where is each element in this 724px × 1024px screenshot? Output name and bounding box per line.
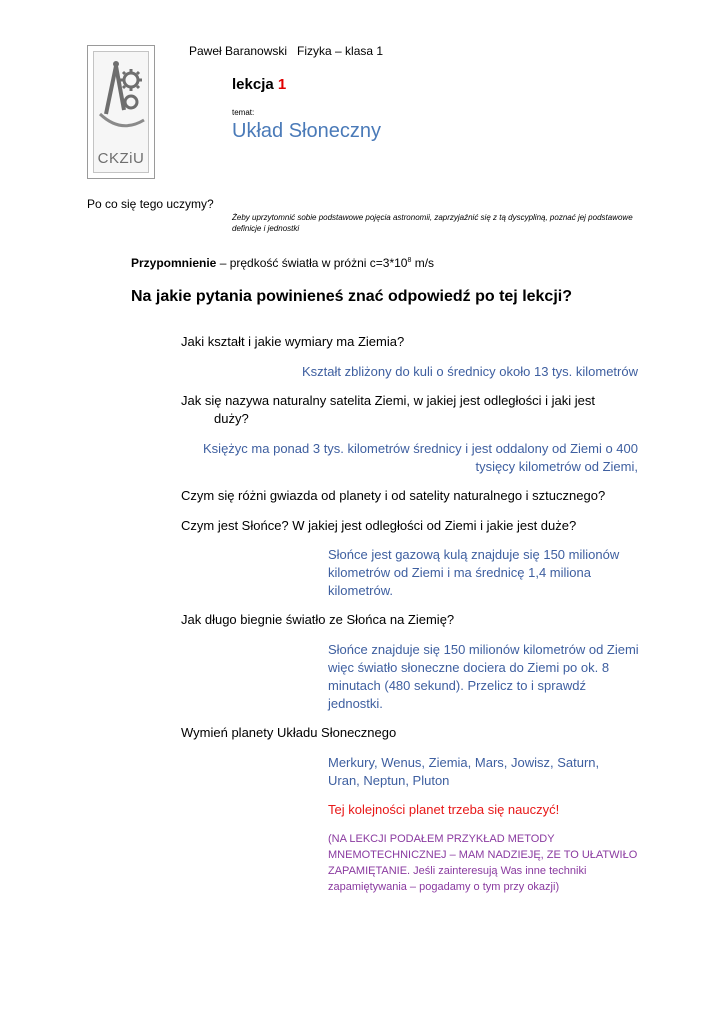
author-line: Paweł Baranowski Fizyka – klasa 1 (189, 44, 384, 58)
lesson-number (232, 76, 286, 93)
note-purple: (NA LEKCJI PODAŁEM PRZYKŁAD METODY MNEMOTECHNICZNEJ – MAM NADZIEJĘ, ZE TO UŁATWIŁO ZAPAMIĘTANIE. Jeśli zainteresują Was inne techniki zapamiętywania – pogadamy o tym przy okazji) (328, 833, 638, 893)
reminder (131, 256, 434, 270)
answer-4: Słońce jest gazową kulą znajduje się 150 milionów kilometrów od Ziemi i ma średnicę 1,4 miliona kilometrów. (328, 547, 620, 598)
answer-5: Słońce znajduje się 150 milionów kilometrów od Ziemi więc światło słoneczne dociera do Ziemi po ok. 8 minutach (480 sekund). Przelicz to i sprawdź jednostki. (328, 642, 639, 711)
logo-frame (93, 51, 149, 173)
question-5: Jak długo biegnie światło ze Słońca na Ziemię? (181, 612, 455, 627)
question-2-line-2: duży? (214, 411, 249, 426)
reminder-label: Przypomnienie (131, 256, 217, 270)
question-6: Wymień planety Układu Słonecznego (181, 725, 397, 740)
question-4: Czym jest Słońce? W jakiej jest odległości od Ziemi i jakie jest duże? (181, 518, 577, 533)
answer-2-line-1: Księżyc ma ponad 3 tys. kilometrów średnicy i jest oddalony od Ziemi o 400 (203, 441, 638, 456)
school-logo (87, 45, 155, 179)
answer-6: Merkury, Wenus, Ziemia, Mars, Jowisz, Saturn, Uran, Neptun, Pluton (328, 755, 600, 788)
section-heading: Na jakie pytania powinieneś znać odpowiedź po tej lekcji? (131, 288, 572, 305)
reminder-text: – prędkość światła w próżni c=3*10 (216, 256, 408, 270)
logo-text: CKZiU (97, 150, 145, 167)
page-title: Układ Słoneczny (232, 120, 381, 142)
question-2-line-1: Jak się nazywa naturalny satelita Ziemi, w jakiej jest odległości i jaki jest (181, 393, 596, 408)
answer-2-line-2: tysięcy kilometrów od Ziemi, (475, 459, 638, 474)
answer-1: Kształt zbliżony do kuli o średnicy około 13 tys. kilometrów (302, 364, 638, 379)
question-1: Jaki kształt i jakie wymiary ma Ziemia? (181, 334, 405, 349)
note-red: Tej kolejności planet trzeba się nauczyć! (328, 802, 560, 817)
compass-gear-icon (94, 52, 148, 148)
lesson-label: lekcja (232, 76, 274, 93)
question-3: Czym się różni gwiazda od planety i od satelity naturalnego i sztucznego? (181, 488, 606, 503)
reminder-exponent: 8 (407, 257, 412, 264)
reminder-unit: m/s (411, 256, 435, 270)
purpose-question: Po co się tego uczymy? (87, 197, 214, 211)
lesson-number-value: 1 (277, 76, 287, 93)
topic-label: temat: (232, 108, 255, 117)
purpose-answer: Żeby uprzytomnić sobie podstawowe pojęcia astronomii, zaprzyjaźnić się z tą dyscypliną, poznać jej podstawowe definicje i jednostki (232, 213, 633, 233)
